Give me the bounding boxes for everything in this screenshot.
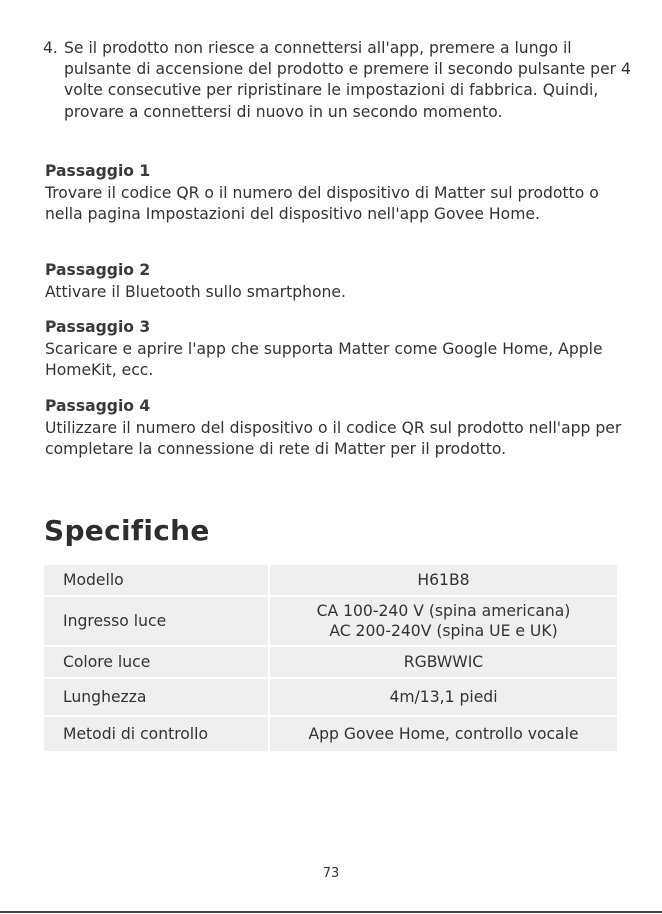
step-1-title: Passaggio 1: [45, 162, 151, 180]
spec-label: Lunghezza: [44, 679, 270, 717]
table-row: [44, 679, 617, 717]
spec-value-line: AC 200-240V (spina UE e UK): [329, 622, 558, 640]
troubleshooting-list-item: [43, 38, 643, 123]
spec-value: [270, 717, 617, 753]
step-1: [45, 161, 640, 226]
spec-value-line: App Govee Home, controllo vocale: [308, 724, 579, 743]
step-3-body: Scaricare e aprire l'app che supporta Matter come Google Home, Apple HomeKit, ecc.: [45, 340, 603, 380]
specifications-table: [44, 565, 617, 753]
spec-value: [270, 597, 617, 647]
step-3-title: Passaggio 3: [45, 318, 151, 336]
spec-label: Modello: [44, 565, 270, 597]
bottom-divider: [0, 911, 662, 913]
spec-value: [270, 565, 617, 597]
spec-value-line: H61B8: [417, 570, 470, 589]
spec-value: [270, 679, 617, 717]
spec-value-line: CA 100-240 V (spina americana): [316, 601, 571, 620]
spec-label: Ingresso luce: [44, 597, 270, 647]
list-item-number: 4.: [43, 39, 58, 57]
table-row: [44, 597, 617, 647]
step-2-title: Passaggio 2: [45, 261, 151, 279]
step-1-body: Trovare il codice QR o il numero del dispositivo di Matter sul prodotto o nella pagina Impostazioni del dispositivo nell'app Govee Home.: [45, 184, 599, 224]
spec-label: Colore luce: [44, 647, 270, 679]
table-row: [44, 565, 617, 597]
spec-value-line: 4m/13,1 piedi: [389, 687, 498, 706]
step-2-body: Attivare il Bluetooth sullo smartphone.: [45, 283, 346, 302]
spec-value: [270, 647, 617, 679]
step-2: [45, 260, 640, 303]
step-4-title: Passaggio 4: [45, 397, 151, 415]
table-row: [44, 647, 617, 679]
step-4: [45, 396, 640, 461]
table-row: [44, 717, 617, 753]
specifications-heading: Specifiche: [44, 514, 210, 547]
list-item-text: Se il prodotto non riesce a connettersi all'app, premere a lungo il pulsante di accensione del prodotto e premere il secondo pulsante per 4 volte consecutive per ripristinare le impostazioni di fabbrica. Quindi, provare a connettersi di nuovo in un secondo momento.: [64, 39, 631, 121]
spec-label: Metodi di controllo: [44, 717, 270, 753]
page-number: 73: [322, 866, 340, 881]
step-3: [45, 317, 640, 382]
spec-value-line: RGBWWIC: [403, 652, 484, 671]
step-4-body: Utilizzare il numero del dispositivo o il codice QR sul prodotto nell'app per completare la connessione di rete di Matter per il prodotto.: [45, 419, 622, 459]
